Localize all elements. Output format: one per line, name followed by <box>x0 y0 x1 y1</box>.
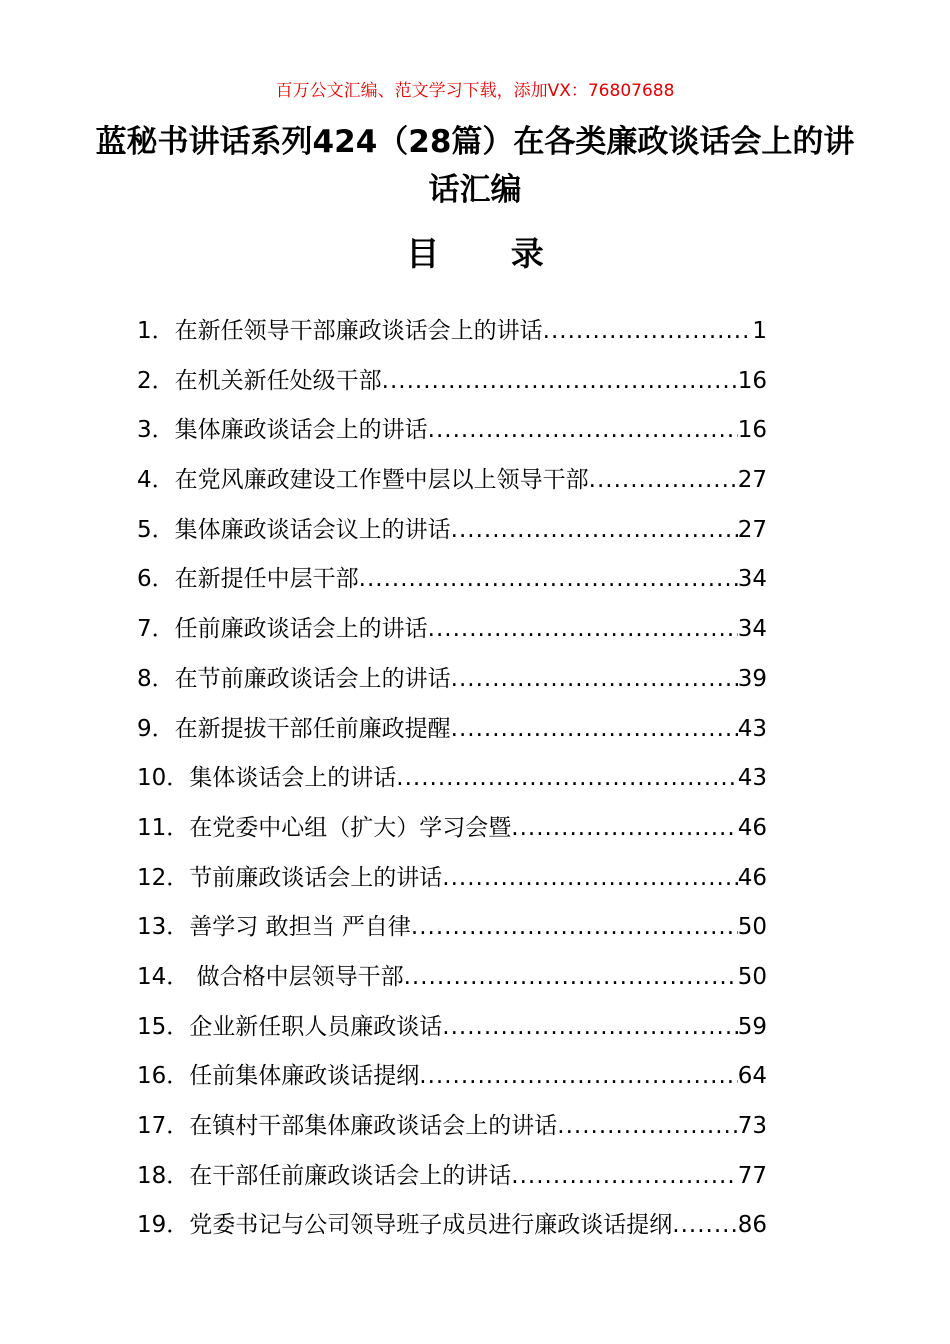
toc-item-page: 86 <box>737 1212 767 1239</box>
toc-item[interactable] <box>137 511 767 561</box>
toc-leader-dots <box>359 566 738 592</box>
toc-item-label: 16．任前集体廉政谈话提纲 <box>137 1063 420 1090</box>
toc-item[interactable] <box>137 1057 767 1107</box>
toc-item-label: 9．在新提拔干部任前廉政提醒 <box>137 715 451 742</box>
toc-leader-dots <box>451 716 738 742</box>
toc-item-page: 16 <box>737 367 767 394</box>
toc-leader-dots <box>428 616 738 642</box>
toc-leader-dots <box>428 417 738 443</box>
toc-item[interactable] <box>137 411 767 461</box>
toc-item[interactable] <box>137 560 767 610</box>
toc-leader-dots <box>404 964 738 990</box>
toc-item[interactable] <box>137 461 767 511</box>
toc-item[interactable] <box>137 1157 767 1207</box>
toc-item-page: 73 <box>737 1113 767 1139</box>
toc-item-label: 11．在党委中心组（扩大）学习会暨 <box>137 814 512 841</box>
toc-item-page: 27 <box>737 516 767 543</box>
toc-item[interactable] <box>137 809 767 859</box>
toc-item-page: 34 <box>737 566 767 593</box>
toc-leader-dots <box>419 1063 737 1089</box>
toc-item-label: 10．集体谈话会上的讲话 <box>137 765 397 792</box>
toc-item-label: 14． 做合格中层领导干部 <box>137 963 404 990</box>
toc-item-label: 7．任前廉政谈话会上的讲话 <box>137 616 428 643</box>
toc-leader-dots <box>382 368 738 394</box>
toc-item-label: 4．在党风廉政建设工作暨中层以上领导干部 <box>137 467 589 494</box>
toc-item-label: 12．节前廉政谈话会上的讲话 <box>137 864 443 891</box>
toc-item[interactable] <box>137 312 767 362</box>
toc-item-page: 43 <box>737 765 767 792</box>
toc-item-page: 39 <box>737 665 767 692</box>
toc-leader-dots <box>451 666 738 692</box>
toc-item-label: 5．集体廉政谈话会议上的讲话 <box>137 516 451 543</box>
toc-leader-dots <box>442 865 737 891</box>
toc-item-label: 15．企业新任职人员廉政谈话 <box>137 1013 443 1040</box>
toc-leader-dots <box>543 318 753 344</box>
toc-item-page: 43 <box>737 715 767 742</box>
table-of-contents <box>137 312 767 1256</box>
toc-item[interactable] <box>137 362 767 412</box>
toc-item-label: 17．在镇村干部集体廉政谈话会上的讲话 <box>137 1113 558 1139</box>
toc-item-label: 19．党委书记与公司领导班子成员进行廉政谈话提纲 <box>137 1212 673 1239</box>
toc-leader-dots <box>411 914 738 940</box>
toc-item-page: 77 <box>737 1162 767 1189</box>
toc-item-page: 46 <box>737 864 767 891</box>
toc-item-label: 3．集体廉政谈话会上的讲话 <box>137 417 428 444</box>
toc-item-label: 18．在干部任前廉政谈话会上的讲话 <box>137 1162 512 1189</box>
toc-item-page: 64 <box>737 1063 767 1090</box>
toc-item-label: 2．在机关新任处级干部 <box>137 367 382 394</box>
toc-leader-dots <box>511 1163 737 1189</box>
toc-leader-dots <box>451 517 738 543</box>
toc-item-page: 46 <box>737 814 767 841</box>
toc-item-page: 50 <box>737 914 767 941</box>
toc-item[interactable] <box>137 759 767 809</box>
toc-item[interactable] <box>137 859 767 909</box>
toc-item-label: 1．在新任领导干部廉政谈话会上的讲话 <box>137 318 543 344</box>
toc-item-label: 13．善学习 敢担当 严自律 <box>137 914 411 941</box>
toc-item[interactable] <box>137 908 767 958</box>
header-banner: 百万公文汇编、范文学习下载，添加VX：76807688 <box>275 81 675 101</box>
toc-item[interactable] <box>137 1107 767 1157</box>
toc-item[interactable] <box>137 958 767 1008</box>
toc-item[interactable] <box>137 610 767 660</box>
toc-item-page: 34 <box>737 616 767 643</box>
toc-leader-dots <box>396 765 737 791</box>
toc-leader-dots <box>589 467 738 493</box>
toc-leader-dots <box>511 815 737 841</box>
toc-item-page: 59 <box>737 1013 767 1040</box>
toc-item-page: 50 <box>737 963 767 990</box>
toc-item-label: 8．在节前廉政谈话会上的讲话 <box>137 665 451 692</box>
toc-item-label: 6．在新提任中层干部 <box>137 566 359 593</box>
toc-item[interactable] <box>137 710 767 760</box>
toc-leader-dots <box>557 1113 737 1139</box>
toc-item-page: 27 <box>737 467 767 494</box>
toc-item[interactable] <box>137 1206 767 1256</box>
toc-item[interactable] <box>137 1008 767 1058</box>
toc-item-page: 16 <box>737 417 767 444</box>
document-title: 蓝秘书讲话系列424（28篇）在各类廉政谈话会上的讲话汇编 <box>95 124 855 208</box>
toc-heading: 目 录 <box>406 234 574 273</box>
toc-item-page: 1 <box>752 318 767 344</box>
toc-leader-dots <box>672 1212 737 1238</box>
toc-item[interactable] <box>137 660 767 710</box>
toc-leader-dots <box>442 1014 737 1040</box>
